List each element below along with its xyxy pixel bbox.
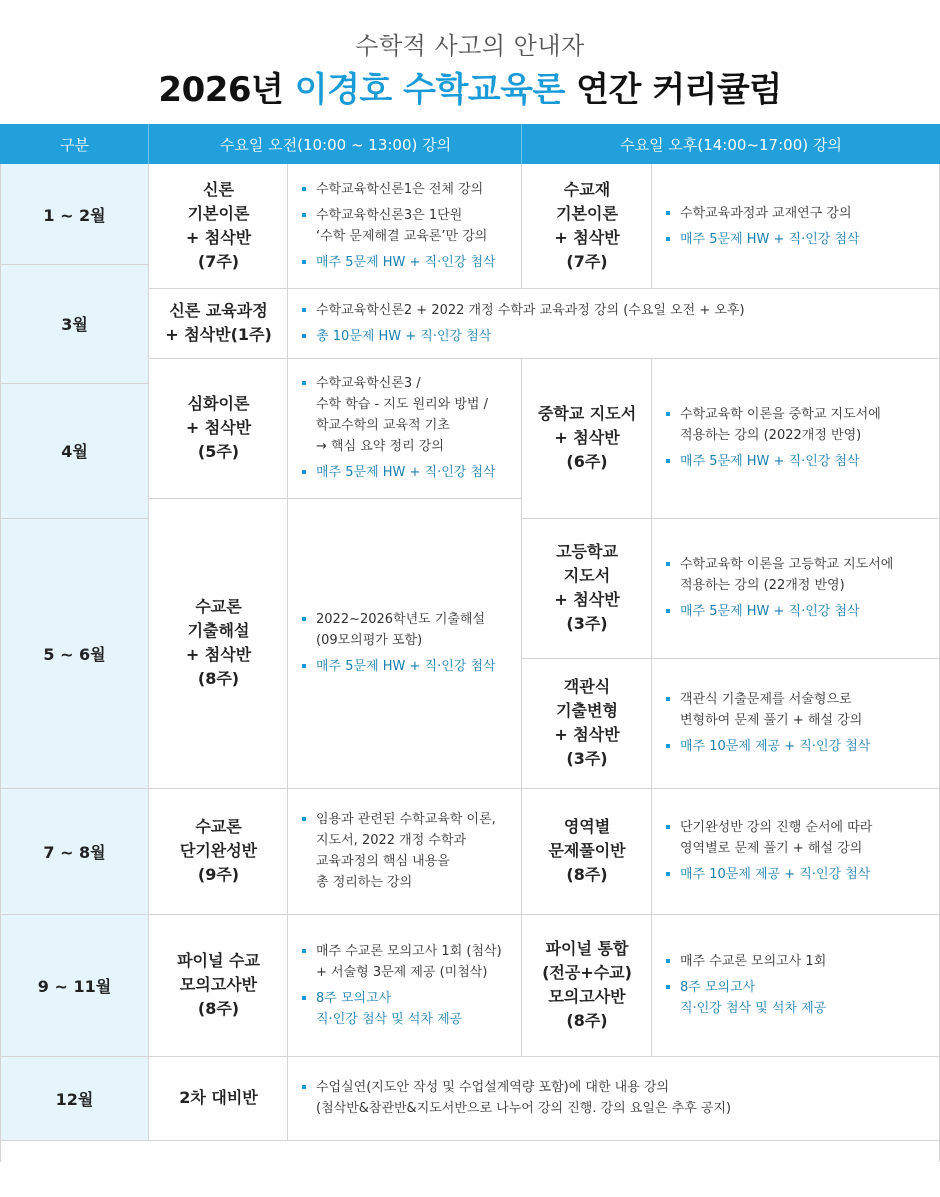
- course-name-line: (3주): [566, 749, 608, 768]
- course-name-line: 파이널 통합: [545, 939, 629, 958]
- grid-line: [521, 518, 940, 519]
- course-name-line: 기본이론: [187, 204, 250, 223]
- header-divider: [148, 124, 149, 164]
- bullet-item: [666, 951, 826, 972]
- grid-line: [0, 264, 148, 265]
- bullet-item: [666, 404, 881, 446]
- course-name-line: + 첨삭반: [185, 228, 252, 247]
- course-description: [652, 658, 940, 788]
- homework-note: [666, 864, 872, 885]
- grid-line: [287, 164, 288, 1140]
- bullet-text: 수업실연(지도안 작성 및 수업설계역량 포함)에 대한 내용 강의: [316, 1080, 670, 1095]
- bullet-text: ‘수학 문제해결 교육론’만 강의: [316, 229, 488, 244]
- course-name-line: 심화이론: [187, 394, 250, 413]
- col-header-morning: 수요일 오전(10:00 ~ 13:00) 강의: [149, 124, 522, 164]
- homework-note: [302, 988, 502, 1030]
- course-name-line: (전공+수교): [542, 963, 632, 982]
- bullet-text: 매주 수교론 모의고사 1회 (첨삭): [316, 943, 502, 959]
- course-name-line: + 첨삭반: [554, 228, 620, 247]
- course-name: [149, 164, 288, 288]
- bullet-item: [302, 205, 496, 247]
- bullet-item: [302, 300, 745, 321]
- page-subtitle: 수학적 사고의 안내자: [355, 32, 585, 60]
- course-name-line: 수교론: [195, 817, 242, 836]
- homework-note: [666, 451, 881, 472]
- course-name-line: (7주): [197, 252, 240, 271]
- course-name-line: + 첨삭반: [554, 428, 620, 447]
- month-cell: 3월: [0, 264, 149, 383]
- course-description: [288, 914, 522, 1056]
- grid-line: [148, 288, 940, 289]
- course-name-line: (6주): [566, 452, 608, 471]
- course-name: [522, 914, 652, 1056]
- course-description: [288, 1056, 940, 1140]
- grid-line: [521, 358, 522, 1056]
- homework-note: [666, 601, 893, 622]
- course-name-line: 수교재: [563, 180, 611, 199]
- bullet-text: 매주 5문제 HW + 직·인강 첨삭: [316, 659, 496, 674]
- bullet-text: 매주 5문제 HW + 직·인강 첨삭: [680, 231, 860, 247]
- bullet-text: 매주 5문제 HW + 직·인강 첨삭: [680, 604, 860, 619]
- bullet-text: 수학교육학 이론을 고등학교 지도서에: [680, 557, 894, 572]
- course-description: [288, 164, 522, 288]
- bullet-list: [666, 404, 881, 472]
- grid-line: [148, 358, 940, 359]
- bullet-text: 수학교육학 이론을 중학교 지도서에: [680, 407, 881, 422]
- bullet-text: 수학교육과정과 교재연구 강의: [680, 205, 852, 221]
- homework-note: [302, 252, 496, 273]
- course-name-lines: [554, 675, 619, 771]
- page-header: [0, 0, 940, 124]
- bullet-text: 변형하여 문제 풀기 + 해설 강의: [680, 713, 863, 728]
- bullet-list: [302, 609, 496, 677]
- course-name-line: 수교론: [195, 597, 242, 616]
- month-cell: 1 ~ 2월: [0, 164, 149, 264]
- course-name-lines: [186, 595, 251, 691]
- bullet-text: 지도서, 2022 개정 수학과: [316, 833, 467, 848]
- course-name-lines: [554, 178, 619, 274]
- course-name-line: (8주): [197, 999, 240, 1018]
- grid-line: [0, 1056, 940, 1057]
- homework-note: [666, 229, 860, 250]
- bullet-text: 적용하는 강의 (2022개정 반영): [680, 428, 862, 443]
- course-name-line: 고등학교: [556, 542, 618, 561]
- bullet-text: 수학교육학신론3 /: [316, 376, 421, 391]
- course-name-line: 지도서: [563, 566, 611, 585]
- course-name-line: 단기완성반: [179, 841, 258, 860]
- bullet-text: 총 정리하는 강의: [316, 875, 413, 890]
- course-name-lines: [180, 815, 257, 887]
- bullet-list: [302, 373, 496, 483]
- grid-line: [0, 164, 1, 1162]
- bullet-text: 매주 5문제 HW + 직·인강 첨삭: [316, 255, 496, 270]
- bullet-text: 매주 5문제 HW + 직·인강 첨삭: [680, 454, 860, 469]
- course-name: [522, 788, 652, 914]
- month-cell: 5 ~ 6월: [0, 518, 149, 788]
- course-name: [522, 658, 652, 788]
- bullet-list: [302, 300, 745, 347]
- bullet-text: 수학교육학신론2 + 2022 개정 수학과 교육과정 강의 (수요일 오전 + 오후): [316, 302, 745, 318]
- bullet-text: 적용하는 강의 (22개정 반영): [680, 578, 845, 593]
- bullet-item: [666, 554, 893, 596]
- course-name-line: 신론 교육과정: [169, 301, 268, 320]
- title-prefix: 2026년: [158, 70, 295, 110]
- course-name: [522, 164, 652, 288]
- course-name-line: (8주): [566, 1011, 608, 1030]
- course-name-line: 중학교 지도서: [537, 404, 637, 423]
- course-description: [652, 914, 940, 1056]
- bullet-text: 수학교육학신론3은 1단원: [316, 208, 463, 223]
- course-name-line: (9주): [197, 865, 240, 884]
- bullet-list: [666, 203, 860, 250]
- course-description: [288, 788, 522, 914]
- bullet-list: [666, 951, 826, 1019]
- homework-note: [302, 326, 745, 347]
- course-name-lines: [554, 540, 619, 636]
- bullet-list: [666, 817, 872, 885]
- bullet-item: [302, 1077, 731, 1119]
- course-name-lines: [542, 937, 632, 1033]
- course-name: [149, 1056, 288, 1140]
- bullet-item: [302, 809, 496, 893]
- bullet-text: (첨삭반&참관반&지도서반으로 나누어 강의 진행. 강의 요일은 추후 공지): [316, 1101, 732, 1116]
- col-header-afternoon: 수요일 오후(14:00~17:00) 강의: [522, 124, 940, 164]
- grid-line: [0, 914, 940, 915]
- bullet-text: 영역별로 문제 풀기 + 해설 강의: [680, 841, 863, 856]
- bullet-text: 총 10문제 HW + 직·인강 첨삭: [316, 328, 492, 344]
- course-name-line: 모의고사반: [179, 975, 258, 994]
- homework-note: [666, 736, 870, 757]
- bullet-text: 객관식 기출문제를 서술형으로: [680, 692, 852, 707]
- bullet-text: 교육과정의 핵심 내용을: [316, 854, 450, 869]
- bullet-text: → 핵심 요약 정리 강의: [316, 439, 444, 454]
- page-title: [0, 62, 940, 111]
- bullet-text: + 서술형 3문제 제공 (미첨삭): [316, 964, 488, 980]
- grid-line: [0, 383, 148, 384]
- course-name-line: + 첨삭반(1주): [165, 325, 272, 344]
- course-name-line: + 첨삭반: [185, 418, 252, 437]
- grid-line: [148, 164, 149, 1140]
- course-name-lines: [538, 402, 636, 474]
- bullet-item: [302, 373, 496, 457]
- grid-line: [521, 164, 522, 288]
- course-name-line: 파이널 수교: [177, 951, 260, 970]
- grid-line: [651, 164, 652, 288]
- course-name-line: (5주): [197, 442, 240, 461]
- course-name-lines: [179, 1086, 258, 1110]
- course-name-lines: [165, 299, 272, 347]
- homework-note: [666, 977, 826, 1019]
- bullet-text: 매주 10문제 제공 + 직·인강 첨삭: [680, 739, 871, 754]
- course-name-line: + 첨삭반: [554, 590, 620, 609]
- bullet-list: [302, 179, 496, 273]
- course-name: [149, 358, 288, 498]
- grid-line: [148, 498, 522, 499]
- bullet-item: [302, 179, 496, 200]
- course-description: [652, 164, 940, 288]
- bullet-text: 8주 모의고사: [316, 990, 392, 1006]
- course-description: [288, 288, 940, 358]
- course-name: [149, 288, 288, 358]
- course-name-line: (3주): [566, 614, 608, 633]
- course-name: [522, 358, 652, 518]
- bullet-text: 수학 학습 - 지도 원리와 방법 /: [316, 397, 489, 412]
- course-name-line: 객관식: [563, 677, 611, 696]
- course-name: [149, 914, 288, 1056]
- course-name-line: (8주): [566, 865, 608, 884]
- title-highlight: 이경호 수학교육론: [294, 70, 565, 110]
- course-name-line: 모의고사반: [548, 987, 626, 1006]
- bullet-text: 단기완성반 강의 진행 순서에 따라: [680, 820, 873, 835]
- course-name-line: 신론: [203, 180, 234, 199]
- header-divider: [521, 124, 522, 164]
- month-cell: 9 ~ 11월: [0, 914, 149, 1056]
- course-description: [652, 358, 940, 518]
- bullet-text: 학교수학의 교육적 기초: [316, 418, 450, 433]
- grid-line: [521, 658, 940, 659]
- course-name-line: 기본이론: [556, 204, 618, 223]
- bullet-text: 수학교육학신론1은 전체 강의: [316, 182, 484, 197]
- grid-line: [651, 358, 652, 1056]
- course-name-line: 문제풀이반: [548, 841, 626, 860]
- course-name-line: 2차 대비반: [179, 1088, 258, 1107]
- course-name-line: (7주): [566, 252, 608, 271]
- bullet-list: [666, 554, 893, 622]
- course-name: [149, 788, 288, 914]
- course-description: [652, 518, 940, 658]
- bullet-text: 임용과 관련된 수학교육학 이론,: [316, 812, 496, 827]
- bullet-text: (09모의평가 포함): [316, 633, 423, 648]
- bullet-text: 직·인강 첨삭 및 석차 제공: [316, 1011, 463, 1027]
- course-name-line: 영역별: [563, 817, 611, 836]
- course-name-lines: [548, 815, 625, 887]
- course-name: [522, 518, 652, 658]
- bullet-text: 8주 모의고사: [680, 980, 756, 995]
- course-name-line: 기출해설: [187, 621, 250, 640]
- course-name-line: + 첨삭반: [185, 645, 252, 664]
- grid-line: [0, 1140, 940, 1141]
- bullet-list: [666, 689, 870, 757]
- bullet-list: [302, 941, 502, 1030]
- bullet-item: [666, 817, 872, 859]
- course-name-line: (8주): [197, 669, 240, 688]
- course-name-lines: [177, 949, 260, 1021]
- grid-line: [0, 518, 148, 519]
- bullet-item: [302, 941, 502, 983]
- course-name-line: + 첨삭반: [554, 725, 620, 744]
- title-suffix: 연간 커리큘럼: [564, 70, 782, 110]
- bullet-text: 2022~2026학년도 기출해설: [316, 612, 486, 627]
- homework-note: [302, 462, 496, 483]
- grid-line: [0, 788, 940, 789]
- course-description: [288, 498, 522, 788]
- bullet-item: [666, 203, 860, 224]
- course-name-lines: [186, 178, 251, 274]
- bullet-list: [302, 809, 496, 893]
- bullet-text: 매주 10문제 제공 + 직·인강 첨삭: [680, 867, 871, 882]
- bullet-text: 매주 수교론 모의고사 1회: [680, 954, 827, 969]
- course-name-line: 기출변형: [556, 701, 618, 720]
- course-name: [149, 498, 288, 788]
- bullet-text: 직·인강 첨삭 및 석차 제공: [680, 1001, 827, 1016]
- month-cell: 12월: [0, 1056, 149, 1140]
- bullet-text: 매주 5문제 HW + 직·인강 첨삭: [316, 465, 496, 480]
- bullet-list: [302, 1077, 731, 1119]
- course-description: [652, 788, 940, 914]
- month-cell: 4월: [0, 383, 149, 518]
- bullet-item: [302, 609, 496, 651]
- course-description: [288, 358, 522, 498]
- bullet-item: [666, 689, 870, 731]
- course-name-lines: [186, 392, 251, 464]
- col-header-category: 구분: [0, 124, 149, 164]
- month-cell: 7 ~ 8월: [0, 788, 149, 914]
- homework-note: [302, 656, 496, 677]
